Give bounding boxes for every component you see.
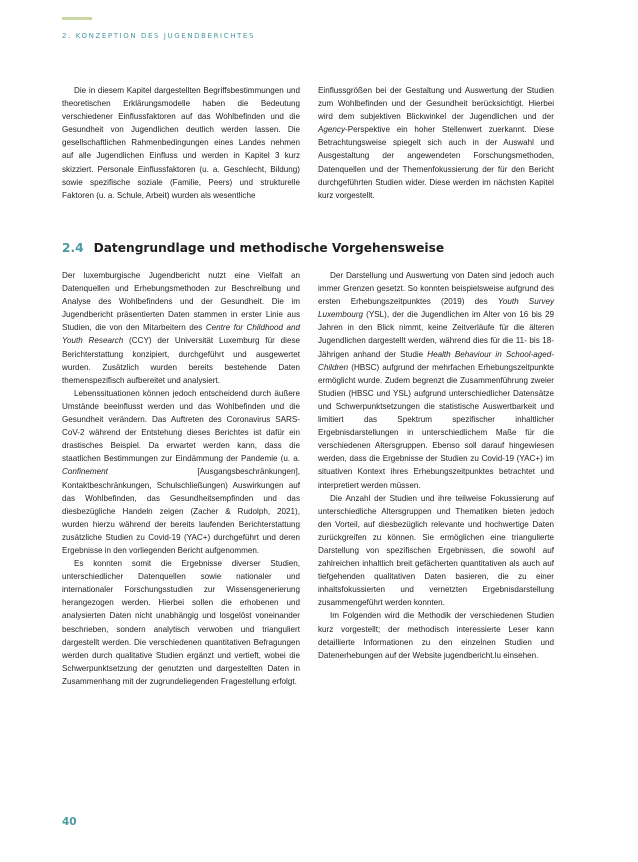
- intro-paragraph-left: Die in diesem Kapitel dargestellten Begriffsbestimmungen und theoretischen Erklärungsmodelle haben die Bedeutung verschiedener Einflussfaktoren auf das Wohlbefinden und die Gesundheit von Jugendlichen deutlich werden lassen. Die gesellschaftlichen Rahmenbedingungen eines Landes nehmen auf alle Jugendlichen Einfluss und werden in Kapitel 3 kurz skizziert. Personale Einflussfaktoren (u. a. Geschlecht, Bildung) sowie spezifische soziale (Familie, Peers) und strukturelle Faktoren (u. a. Schule, Arbeit) wurden als wesentliche: [62, 86, 300, 200]
- body-right-paragraph-2: Die Anzahl der Studien und ihre teilweise Fokussierung auf unterschiedliche Altersgruppen und Thematiken bieten jedoch den Vorteil, auf diesbezüglich relevante und hochwertige Daten zurückgreifen zu können. Sie ermöglichen eine triangulierte Darstellung von spezifischen Ergebnissen, die sowohl auf zahlreichen inhaltlich breit gefächerten quantitativen als auch auf tiefgehenden qualitativen Daten basieren, die zu einer inhaltsfokussierten und vernetzten Ergebnisdarstellung zusammengeführt werden konnten.: [318, 493, 554, 608]
- running-header: 2. KONZEPTION DES JUGENDBERICHTES: [62, 32, 255, 40]
- intro-left-column: [62, 84, 300, 202]
- section-heading: [62, 241, 562, 255]
- body-right-paragraph-3: Im Folgenden wird die Methodik der verschiedenen Studien kurz vorgestellt; der methodisch interessierte Leser kann detaillierte Informationen zu den einzelnen Studien und Datenerhebungen auf der Website jugendbericht.lu einsehen.: [318, 611, 554, 660]
- body-left-paragraph-3: Es konnten somit die Ergebnisse diverser Studien, unterschiedlicher Datenquellen sowie nationaler und internationaler Forschungsstudien zur Wissensgenerierung herangezogen werden. Hierbei sollen die erhobenen und analysierten Daten nicht unabhängig und losgelöst voneinander beschrieben, sondern analytisch verwoben und trianguliert dargestellt werden. Die verschiedenen quantitativen Befragungen werden durch qualitative Studien ergänzt und vertieft, wobei die Schwerpunktsetzung der genutzten und dargestellten Daten in Zusammenhang mit der zugrundeliegenden Fragestellung erfolgt.: [62, 559, 300, 686]
- body-right-column: [318, 269, 554, 662]
- section-number: 2.4: [62, 241, 84, 255]
- intro-right-column: [318, 84, 554, 202]
- page-number: 40: [62, 816, 77, 828]
- intro-paragraph-right: Einflussgrößen bei der Gestaltung und Auswertung der Studien zum Wohlbefinden und der Gesundheit berücksichtigt. Hierbei wird dem subjektiven Blickwinkel der Jugendlichen und der Agency-Perspektive ein hoher Stellenwert zuerkannt. Diese Betrachtungsweise spiegelt sich auch in der Auswahl und Ausgestaltung der angewendeten Forschungsmethoden, Datenquellen und der Themenfokussierung der für den Bericht durchgeführten Studien wider. Diese werden im nächsten Kapitel kurz vorgestellt.: [318, 86, 554, 200]
- body-left-column: [62, 269, 300, 688]
- body-left-paragraph-1: Der luxemburgische Jugendbericht nutzt eine Vielfalt an Datenquellen und Erhebungsmethoden zur Beschreibung und Analyse des Wohlbefindens und der Gesundheit. Die im Jugendbericht präsentierten Daten stammen in erster Linie aus Studien, die von den Mitarbeitern des Centre for Childhood and Youth Research (CCY) der Universität Luxemburg für diese Berichterstattung konzipiert, durchgeführt und ausgewertet wurden. Zusätzlich wurden bereits bestehende Daten themenspezifisch aufbereitet und analysiert.: [62, 271, 300, 385]
- body-left-paragraph-2: Lebenssituationen können jedoch entscheidend durch äußere Umstände beeinflusst werden und das Wohlbefinden und die Gesundheit verändern. Das Auftreten des Coronavirus SARS-CoV-2 während der Entstehung dieses Berichtes ist dafür ein drastisches Beispiel. Da erwartet werden kann, dass die staatlichen Bestimmungen zur Eindämmung der Pandemie (u. a. Confinement [Ausgangsbeschränkungen], Kontaktbeschränkungen, Schulschließungen) Auswirkungen auf das Wohlbefinden, das Gesundheitsempfinden und das diesbezügliche Handeln zeigen (Zacher & Rudolph, 2021), wurden hierzu während der bereits laufenden Berichterstattung zusätzliche Studien zu Covid-19 (YAC+) durchgeführt und deren Ergebnisse in den vorliegenden Bericht aufgenommen.: [62, 388, 300, 555]
- body-right-paragraph-1: Der Darstellung und Auswertung von Daten sind jedoch auch immer Grenzen gesetzt. So konnten beispielsweise aufgrund des ersten Erhebungszeitpunktes (2019) des Youth Survey Luxembourg (YSL), der die Jugendlichen im Alter von 16 bis 29 Jahren in den Blick nimmt, keine Zeitverläufe für die älteren Jugendlichen dargestellt werden, während dies für die 11- bis 18-Jährigen anhand der Studie Health Behaviour in School-aged-Children (HBSC) aufgrund der mehrfachen Erhebungszeitpunkte ermöglicht wurde. Zudem begrenzt die Zusammenführung zweier Studien (HBSC und YSL) aufgrund unterschiedlicher Datensätze und Schwerpunktsetzungen die statistische Auswertbarkeit und limitiert das Spektrum spezifischer inhaltlicher Ergebnisdarstellungen in unterschiedlichem Maße für die verschiedenen Altersgruppen. Ebenso soll darauf hingewiesen werden, dass die Ergebnisse der Studien zu Covid-19 (YAC+) im situativen Kontext ihres Erhebungszeitpunktes betrachtet und interpretiert werden müssen.: [318, 271, 554, 490]
- header-accent-bar: [62, 17, 92, 20]
- section-title: Datengrundlage und methodische Vorgehensweise: [93, 241, 445, 255]
